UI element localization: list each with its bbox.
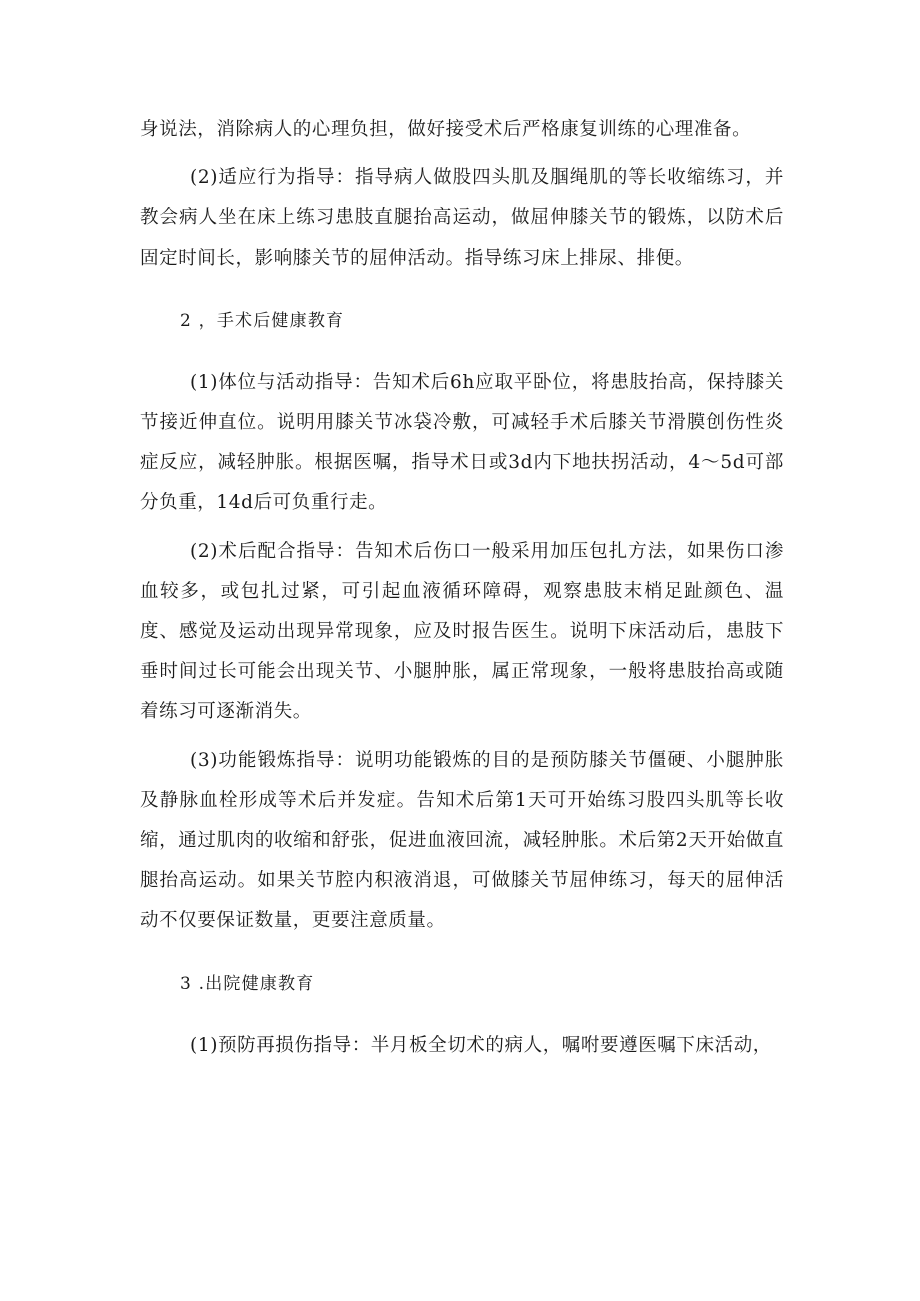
section-heading-postoperative: 2 ，手术后健康教育 (180, 310, 345, 331)
paragraph-continuation: 身说法，消除病人的心理负担，做好接受术后严格康复训练的心理准备。 (140, 119, 752, 140)
spacer (140, 150, 784, 158)
paragraph-position-activity: (1)体位与活动指导：告知术后6h应取平卧位，将患肢抬高，保持膝关节接近伸直位。说明用膝关节冰袋冷敷，可减轻手术后膝关节滑膜创伤性炎症反应，减轻肿胀。根据医嘱，指导术日或3d内下地扶拐活动，4～5d可部分负重，14d后可负重行走。 (140, 371, 784, 514)
paragraph-prevent-reinjury: (1)预防再损伤指导：半月板全切术的病人，嘱咐要遵医嘱下床活动， (190, 1034, 772, 1056)
section-heading-discharge: 3 .出院健康教育 (180, 973, 315, 994)
paragraph-postop-cooperation: (2)术后配合指导：告知术后伤口一般采用加压包扎方法，如果伤口渗血较多，或包扎过紧，可引起血液循环障碍，观察患肢末梢足趾颜色、温度、感觉及运动出现异常现象，应及时报告医生。说明下床活动后，患肢下垂时间过长可能会出现关节、小腿肿胀，属正常现象，一般将患肢抬高或随着练习可逐渐消失。 (140, 540, 784, 723)
spacer (140, 524, 784, 532)
spacer (140, 1004, 784, 1026)
paragraph-adaptive-behavior: (2)适应行为指导：指导病人做股四头肌及腘绳肌的等长收缩练习，并教会病人坐在床上练习患肢直腿抬高运动，做屈伸膝关节的锻炼，以防术后固定时间长，影响膝关节的屈伸活动。指导练习床上排尿、排便。 (140, 167, 784, 269)
spacer (140, 279, 784, 301)
spacer (140, 942, 784, 964)
spacer (140, 341, 784, 363)
spacer (140, 733, 784, 741)
paragraph-functional-exercise: (3)功能锻炼指导：说明功能锻炼的目的是预防膝关节僵硬、小腿肿胀及静脉血栓形成等术后并发症。告知术后第1天可开始练习股四头肌等长收缩，通过肌肉的收缩和舒张，促进血液回流，减轻肿胀。术后第2天开始做直腿抬高运动。如果关节腔内积液消退，可做膝关节屈伸练习，每天的屈伸活动不仅要保证数量，更要注意质量。 (140, 749, 784, 932)
